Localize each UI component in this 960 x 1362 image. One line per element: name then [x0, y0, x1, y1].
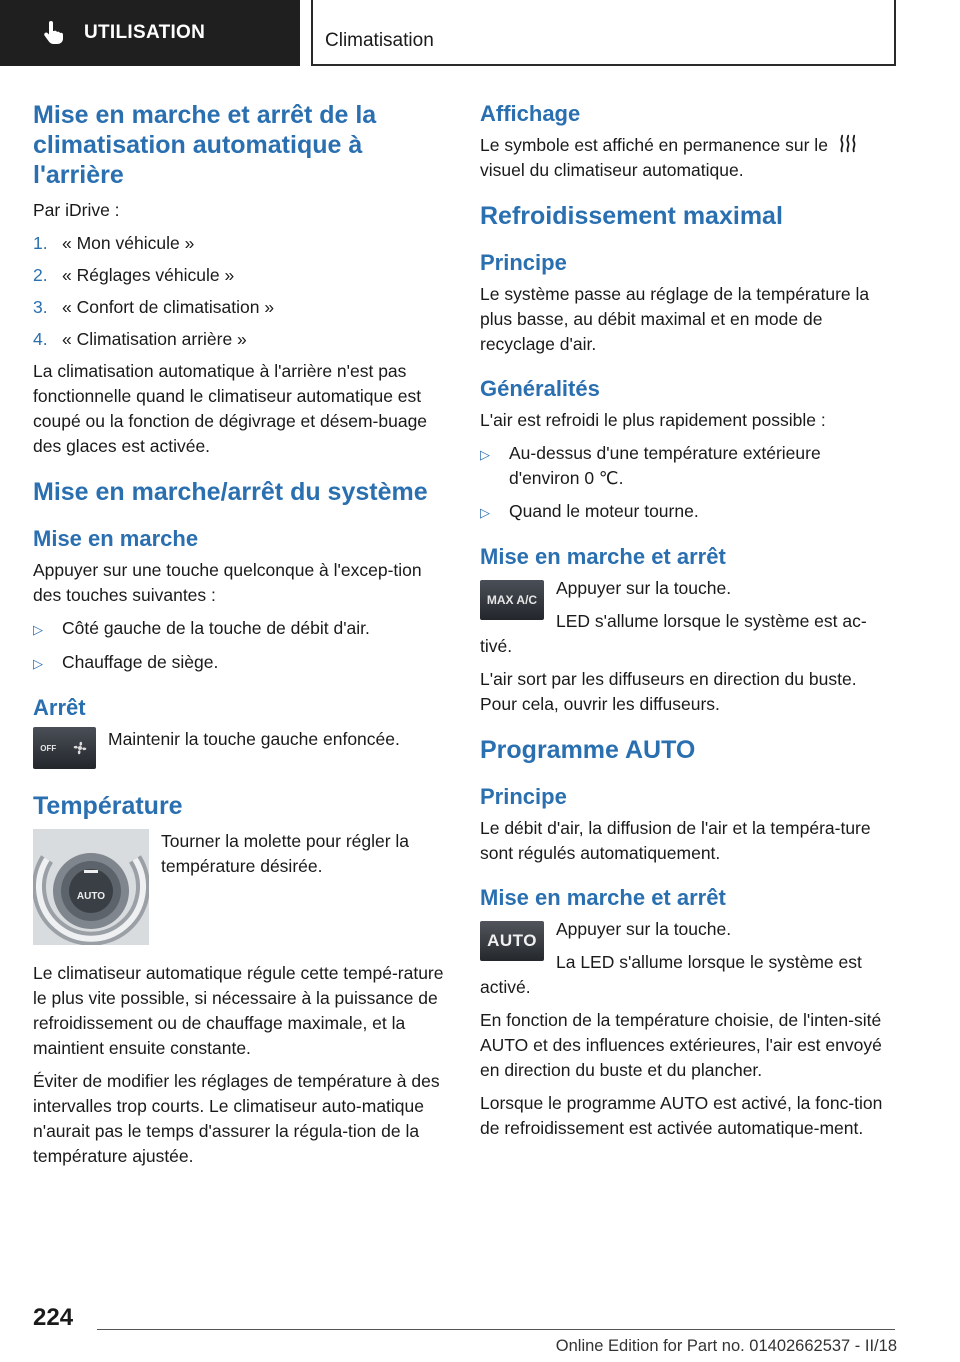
heading-auto-program: Programme AUTO [480, 736, 696, 764]
rear-note: La climatisation automatique à l'arrière n'est pas fonctionnelle quand le climatiseur automatique est coupé ou la fonction de dégivrage et désem-buage des glaces est activée. [33, 361, 428, 456]
auto-distribution: En fonction de la température choisie, de l'inten-sité AUTO et des influences extérieures, l'air est envoyé en direction du buste et du plancher. [480, 1010, 882, 1080]
edition-note: Online Edition for Part no. 01402662537 - II/18 [555, 1337, 897, 1355]
svg-text:AUTO: AUTO [76, 891, 106, 902]
hand-pointer-icon [40, 20, 66, 46]
heading-system-onoff: Mise en marche/arrêt du système [33, 478, 428, 506]
heading-display: Affichage [480, 101, 581, 126]
heading-principle-1: Principe [480, 250, 567, 275]
fan-icon [71, 739, 89, 757]
heat-waves-icon [839, 134, 857, 154]
fan-off-button-image: OFF [33, 727, 96, 769]
heading-general: Généralités [480, 376, 600, 401]
temperature-regulation: Le climatiseur automatique régule cette tempé-rature le plus vite possible, si nécessaire à la puissance de refroidissement ou de chauffage maximale, et la maintient ensuite constante. [33, 963, 444, 1058]
switch-on-text: Appuyer sur une touche quelconque à l'excep-tion des touches suivantes : [33, 560, 422, 605]
heading-onoff-auto: Mise en marche et arrêt [480, 885, 726, 910]
step-item: 2. « Réglages véhicule » [33, 265, 235, 285]
step-item: 3. « Confort de climatisation » [33, 297, 275, 317]
section-title: UTILISATION [84, 22, 206, 43]
auto-button-image: AUTO [480, 921, 544, 961]
knob-icon [33, 829, 149, 945]
triangle-bullet-icon: ▷ [480, 505, 490, 520]
maxac-press: Appuyer sur la touche. [556, 578, 732, 598]
right-column [480, 100, 895, 1149]
triangle-bullet-icon: ▷ [33, 622, 43, 637]
temperature-advice: Éviter de modifier les réglages de température à des intervalles trop courts. Le climatiseur auto-matique n'aurait pas le temps d'assurer la régula-tion de la température ajustée. [33, 1071, 440, 1166]
idrive-intro: Par iDrive : [33, 200, 120, 220]
section-tab [0, 0, 300, 66]
heading-switch-off: Arrêt [33, 695, 86, 720]
list-item: ▷ Chauffage de siège. [33, 650, 448, 676]
footer-divider [97, 1329, 895, 1330]
switch-off-block [33, 727, 448, 773]
left-column [33, 100, 448, 1177]
step-item: 1. « Mon véhicule » [33, 233, 195, 253]
page-header [0, 0, 960, 66]
heading-switch-on: Mise en marche [33, 526, 199, 551]
list-item: ▷ Au-dessus d'une température extérieure d'environ 0 ℃. [480, 441, 895, 491]
maxac-block [480, 576, 895, 667]
display-text: Le symbole est affiché en permanence sur le visuel du climatiseur automatique. [480, 133, 895, 183]
auto-cooling: Lorsque le programme AUTO est activé, la fonc-tion de refroidissement est activée automatique-ment. [480, 1093, 883, 1138]
chapter-title: Climatisation [325, 30, 434, 51]
heading-rear-climate: Mise en marche et arrêt de la climatisation automatique à l'arrière [33, 101, 377, 189]
maxac-air: L'air sort par les diffuseurs en direction du buste. Pour cela, ouvrir les diffuseurs. [480, 669, 857, 714]
list-item: ▷ Quand le moteur tourne. [480, 499, 895, 525]
auto-press: Appuyer sur la touche. [556, 919, 732, 939]
page-number: 224 [33, 1304, 74, 1331]
temperature-block [33, 829, 448, 951]
max-ac-button-image: MAX A/C [480, 580, 544, 620]
switch-off-text: Maintenir la touche gauche enfoncée. [108, 729, 400, 749]
principle-2-text: Le débit d'air, la diffusion de l'air et la tempéra-ture sont régulés automatiquement. [480, 818, 871, 863]
list-item: ▷ Côté gauche de la touche de débit d'air. [33, 616, 448, 642]
auto-block [480, 917, 895, 1008]
principle-1-text: Le système passe au réglage de la température la plus basse, au débit maximal et en mode de recyclage d'air. [480, 284, 870, 354]
switch-on-exceptions [33, 616, 448, 676]
auto-led: La LED s'allume lorsque le système est activé. [480, 952, 862, 997]
heading-max-cooling: Refroidissement maximal [480, 202, 783, 230]
step-item: 4. « Climatisation arrière » [33, 329, 247, 349]
heading-temperature: Température [33, 792, 183, 820]
general-text: L'air est refroidi le plus rapidement possible : [480, 410, 826, 430]
temperature-knob-image [33, 829, 149, 945]
triangle-bullet-icon: ▷ [480, 447, 490, 462]
general-conditions [480, 441, 895, 525]
idrive-steps [33, 231, 448, 352]
maxac-led: LED s'allume lorsque le système est ac-tivé. [480, 611, 867, 656]
temperature-text: Tourner la molette pour régler la température désirée. [161, 831, 410, 876]
heading-principle-2: Principe [480, 784, 567, 809]
heading-onoff-maxac: Mise en marche et arrêt [480, 544, 726, 569]
triangle-bullet-icon: ▷ [33, 656, 43, 671]
